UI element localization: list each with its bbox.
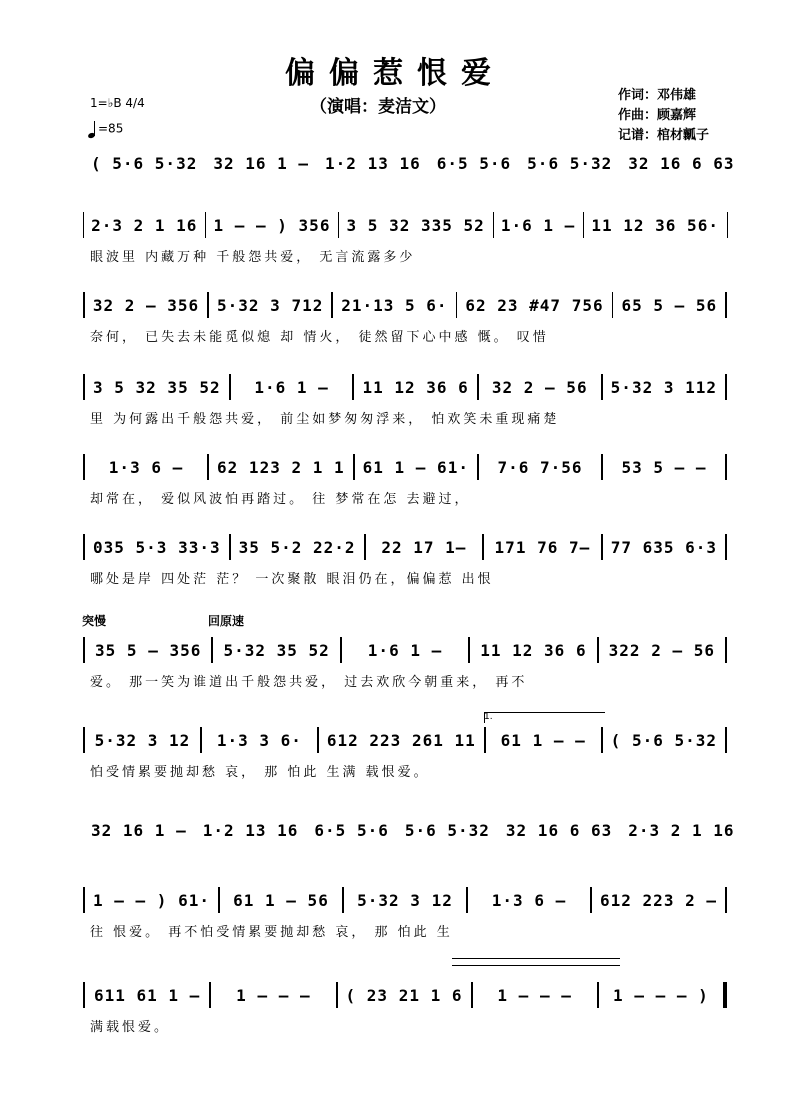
measure: 1 – – ) 61·: [93, 890, 210, 910]
lyric-line: 满载恨爱。: [90, 1020, 171, 1035]
barline: [83, 534, 85, 560]
notation-row: [80, 815, 735, 845]
barline: [466, 887, 468, 913]
barline: [723, 982, 727, 1008]
lyric-line: 往 恨爱。 再不怕受情累要抛却愁 哀， 那 怕此 生: [90, 925, 453, 940]
barline: [200, 727, 202, 753]
barline: [601, 454, 603, 480]
barline: [601, 534, 603, 560]
lyric-line: 眼波里 内藏万种 千般怨共爱， 无言流露多少: [90, 250, 416, 265]
key-signature: 1=♭B 4/4: [90, 96, 145, 110]
barline: [83, 727, 85, 753]
notation-row: [80, 210, 730, 240]
measure: 612 223 261 11: [326, 730, 476, 750]
measure: 3 5 32 35 52: [93, 377, 221, 397]
singer-credit: （演唱：麦洁文）: [310, 97, 446, 117]
measure: 1·3 3 6·: [216, 730, 302, 750]
barline: [597, 982, 599, 1008]
measure: 322 2 – 56: [608, 640, 715, 660]
lyric-line: 爱。 那一笑为谁道出千般怨共爱， 过去欢欣今朝重来， 再不: [90, 675, 528, 690]
measure: 11 12 36 56·: [591, 215, 719, 235]
barline: [601, 727, 603, 753]
lyricist-credit: 作词：邓伟雄: [618, 88, 697, 103]
measure: 65 5 – 56: [621, 295, 718, 315]
measure: 32 16 6 63: [505, 820, 613, 840]
measure: 5·6 5·32: [404, 820, 490, 840]
measure: 171 76 7–: [494, 537, 591, 557]
measure: 5·32 3 12: [94, 730, 191, 750]
measure: 2·3 2 1 16: [91, 215, 198, 235]
barline: [725, 534, 727, 560]
measure: ( 23 21 1 6: [345, 985, 463, 1005]
tempo-slow-mark: 突慢: [82, 614, 107, 628]
measure: ( 5·6 5·32: [91, 153, 198, 173]
lyric-line: 怕受情累要抛却愁 哀， 那 怕此 生满 载恨爱。: [90, 765, 430, 780]
measure: ( 5·6 5·32: [610, 730, 717, 750]
barline: [229, 534, 231, 560]
barline: [331, 292, 333, 318]
barline: [342, 887, 344, 913]
measure: 1 – – –: [497, 985, 572, 1005]
measure: 35 5·2 22·2: [238, 537, 356, 557]
measure: 53 5 – –: [621, 457, 707, 477]
barline: [209, 982, 211, 1008]
barline: [477, 374, 479, 400]
barline: [83, 292, 85, 318]
notation-row: [80, 532, 730, 562]
barline: [353, 454, 355, 480]
notation-row: [80, 635, 730, 665]
measure: 6·5 5·6: [314, 820, 389, 840]
measure: 32 16 1 –: [91, 820, 187, 840]
barline: [471, 982, 473, 1008]
barline: [83, 982, 85, 1008]
notation-row: [80, 290, 730, 320]
measure: 3 5 32 335 52: [346, 215, 485, 235]
barline: [83, 637, 85, 663]
notation-row: [80, 725, 730, 755]
measure: 1·2 13 16: [202, 820, 299, 840]
barline: [725, 292, 727, 318]
measure: 612 223 2 –: [600, 890, 717, 910]
measure: 61 1 – 61·: [362, 457, 469, 477]
barline: [482, 534, 484, 560]
measure: 5·32 35 52: [223, 640, 330, 660]
barline: [83, 454, 85, 480]
measure: 21·13 5 6·: [341, 295, 448, 315]
tempo-value: =85: [98, 121, 124, 136]
notation-row: [80, 148, 735, 178]
measure: 1·6 1 –: [367, 640, 443, 660]
barline: [317, 727, 319, 753]
barline: [725, 374, 727, 400]
measure: 035 5·3 33·3: [93, 537, 221, 557]
measure: 5·6 5·32: [527, 153, 613, 173]
decrescendo-hairpin: [452, 958, 620, 966]
volta-bracket: [484, 712, 605, 723]
measure: 32 16 6 63: [628, 153, 735, 173]
measure: 32 16 1 –: [213, 153, 310, 173]
measure: 32 2 – 56: [491, 377, 588, 397]
notation-row: [80, 372, 730, 402]
song-title: 偏偏惹恨爱: [285, 56, 505, 91]
barline: [83, 374, 85, 400]
barline: [484, 727, 486, 753]
notation-row: [80, 452, 730, 482]
barline: [83, 887, 85, 913]
notation-row: [80, 885, 730, 915]
measure: 2·3 2 1 16: [628, 820, 735, 840]
barline: [725, 637, 727, 663]
measure: 61 1 – 56: [233, 890, 329, 910]
measure: 1·3 6 –: [108, 457, 184, 477]
lyric-line: 奈何， 已失去未能觅似熄 却 情火， 徒然留下心中感 慨。 叹惜: [90, 330, 549, 345]
barline: [590, 887, 592, 913]
barline: [352, 374, 354, 400]
barline: [477, 454, 479, 480]
barline: [612, 292, 614, 318]
measure: 1 – – – ): [613, 985, 709, 1005]
measure: 77 635 6·3: [610, 537, 718, 557]
barline: [725, 887, 727, 913]
tempo-resume-mark: 回原速: [208, 614, 245, 628]
measure: 7·6 7·56: [497, 457, 583, 477]
lyric-line: 却常在， 爱似风波怕再踏过。 往 梦常在怎 去避过，: [90, 492, 471, 507]
barline: [207, 292, 209, 318]
measure: 62 123 2 1 1: [217, 457, 345, 477]
measure: 22 17 1–: [381, 537, 467, 557]
quarter-note-icon: [88, 120, 98, 138]
composer-credit: 作曲：顾嘉辉: [618, 108, 697, 123]
transcriber-credit: 记谱：棺材瓤子: [618, 128, 710, 143]
measure: 611 61 1 –: [93, 985, 201, 1005]
barline: [456, 292, 458, 318]
barline: [340, 637, 342, 663]
measure: 1 – – –: [236, 985, 311, 1005]
measure: 6·5 5·6: [436, 153, 512, 173]
measure: 5·32 3 112: [610, 377, 717, 397]
barline: [468, 637, 470, 663]
measure: 5·32 3 12: [357, 890, 453, 910]
barline: [597, 637, 599, 663]
measure: 1 – – ) 356: [213, 215, 331, 235]
barline: [207, 454, 209, 480]
measure: 1·3 6 –: [491, 890, 567, 910]
measure: 1·6 1 –: [254, 377, 329, 397]
lyric-line: 里 为何露出千般怨共爱， 前尘如梦匆匆浮来， 怕欢笑未重现痛楚: [90, 412, 560, 427]
barline: [211, 637, 213, 663]
barline: [725, 727, 727, 753]
measure: 61 1 – –: [500, 730, 586, 750]
barline: [229, 374, 231, 400]
measure: 5·32 3 712: [217, 295, 324, 315]
barline: [336, 982, 338, 1008]
measure: 1·2 13 16: [325, 153, 421, 173]
measure: 1·6 1 –: [500, 215, 576, 235]
volta-mark: 1.: [484, 712, 493, 722]
notation-row: [80, 980, 730, 1010]
lyric-line: 哪处是岸 四处茫 茫？ 一次聚散 眼泪仍在，偏偏惹 出恨: [90, 572, 494, 587]
barline: [601, 374, 603, 400]
measure: 35 5 – 356: [95, 640, 202, 660]
tempo-marking: [88, 120, 123, 138]
measure: 11 12 36 6: [480, 640, 587, 660]
measure: 32 2 – 356: [92, 295, 200, 315]
barline: [725, 454, 727, 480]
barline: [364, 534, 366, 560]
barline: [218, 887, 220, 913]
measure: 11 12 36 6: [362, 377, 469, 397]
measure: 62 23 #47 756: [465, 295, 604, 315]
